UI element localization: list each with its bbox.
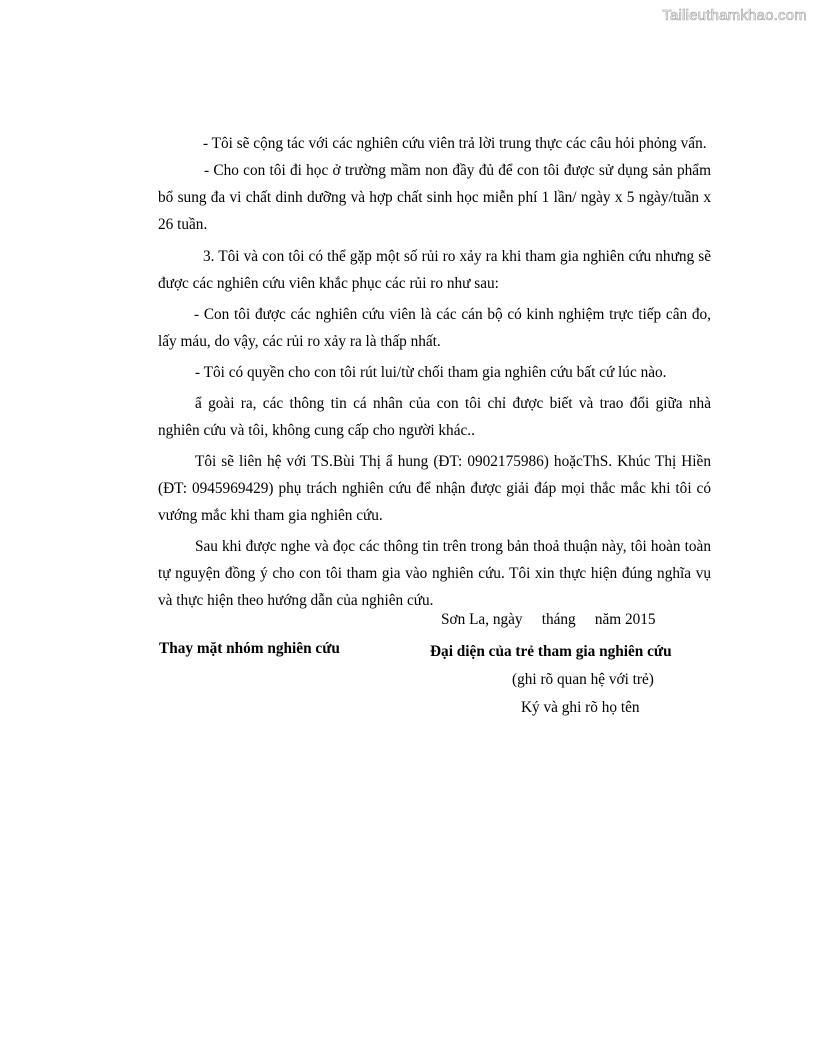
- paragraph-cooperate: - Tôi sẽ cộng tác với các nghiên cứu viên trả lời trung thực các câu hỏi phỏng vấn.: [203, 135, 707, 152]
- watermark-text: Tailieuthamkhao.com: [662, 7, 807, 24]
- date-line: Sơn La, ngày tháng năm 2015: [441, 611, 656, 628]
- paragraph-contacts: Tôi sẽ liên hệ với TS.Bùi Thị ẩ hung (ĐT: 0902175986) hoặcThS. Khúc Thị Hiền (ĐT: 0945969429) phụ trách nghiên cứu để nhận được giải đáp mọi thắc mắc khi tôi có vướng mắc khi tham gia nghiên cứu.: [158, 453, 711, 524]
- signature-relationship-note: (ghi rõ quan hệ với trẻ): [512, 671, 654, 688]
- signature-research-team: Thay mặt nhóm nghiên cứu: [159, 640, 340, 657]
- paragraph-confidentiality: ẩ goài ra, các thông tin cá nhân của con tôi chỉ được biết và trao đổi giữa nhà nghiên cứu và tôi, không cung cấp cho người khác..: [158, 395, 711, 439]
- paragraph-consent: Sau khi được nghe và đọc các thông tin trên trong bản thoả thuận này, tôi hoàn toàn tự nguyện đồng ý cho con tôi tham gia vào nghiên cứu. Tôi xin thực hiện đúng nghĩa vụ và thực hiện theo hướng dẫn của nghiên cứu.: [158, 538, 711, 609]
- document-body: [158, 130, 711, 614]
- paragraph-experienced-staff: - Con tôi được các nghiên cứu viên là các cán bộ có kinh nghiệm trực tiếp cân đo, lấy máu, do vậy, các rủi ro xảy ra là thấp nhất.: [158, 306, 711, 350]
- signature-representative-title: Đại diện của trẻ tham gia nghiên cứu: [430, 643, 672, 660]
- paragraph-withdraw-right: - Tôi có quyền cho con tôi rút lui/từ chối tham gia nghiên cứu bất cứ lúc nào.: [195, 364, 667, 381]
- paragraph-risks: 3. Tôi và con tôi có thể gặp một số rủi ro xảy ra khi tham gia nghiên cứu nhưng sẽ được các nghiên cứu viên khắc phục các rủi ro như sau:: [158, 248, 711, 292]
- signature-sign-instruction: Ký và ghi rõ họ tên: [521, 699, 640, 716]
- signature-child-representative: [430, 638, 690, 722]
- paragraph-school-attendance: - Cho con tôi đi học ở trường mầm non đầy đủ để con tôi được sử dụng sản phẩm bổ sung đa vi chất dinh dưỡng và hợp chất sinh học miễn phí 1 lần/ ngày x 5 ngày/tuần x 26 tuần.: [158, 162, 711, 233]
